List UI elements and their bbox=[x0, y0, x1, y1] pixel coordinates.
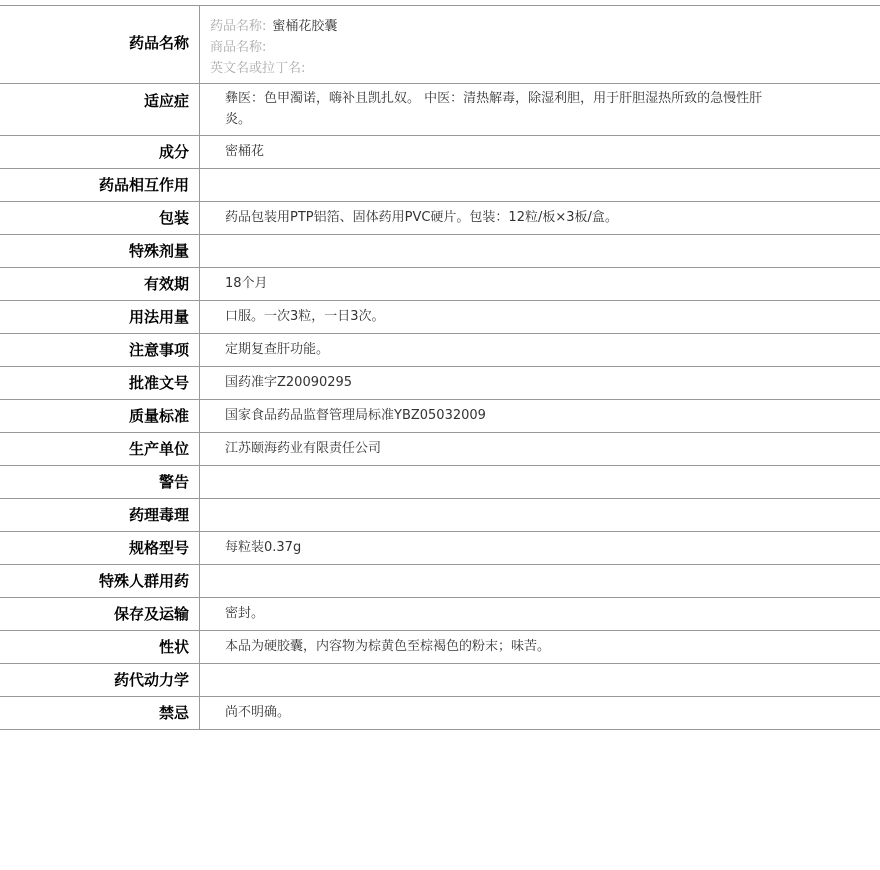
row-specification bbox=[0, 532, 880, 565]
row-label: 特殊人群用药 bbox=[0, 565, 200, 597]
row-value bbox=[200, 169, 880, 201]
row-dosage bbox=[0, 301, 880, 334]
row-ingredients bbox=[0, 136, 880, 169]
row-value: 药品包装用PTP铝箔、固体药用PVC硬片。包装：12粒/板×3板/盒。 bbox=[225, 210, 618, 225]
row-description bbox=[0, 631, 880, 664]
row-label: 警告 bbox=[0, 466, 200, 498]
row-contraindications bbox=[0, 697, 880, 730]
row-value: 每粒装0.37g bbox=[225, 540, 302, 555]
row-value: 彝医：色甲濁诺，嗨补且凯扎奴。 中医：清热解毒，除湿利胆，用于肝胆湿热所致的急慢性肝炎。 bbox=[225, 91, 763, 127]
row-value bbox=[200, 466, 880, 498]
english-name-label: 英文名或拉丁名: bbox=[210, 61, 306, 76]
row-label: 药品相互作用 bbox=[0, 169, 200, 201]
row-value: 密桶花 bbox=[225, 144, 265, 159]
row-approval-number bbox=[0, 367, 880, 400]
row-label: 保存及运输 bbox=[0, 598, 200, 630]
row-label: 用法用量 bbox=[0, 301, 200, 333]
row-label: 药理毒理 bbox=[0, 499, 200, 531]
row-precautions bbox=[0, 334, 880, 367]
row-special-dosage bbox=[0, 235, 880, 268]
row-value: 本品为硬胶囊，内容物为棕黄色至棕褐色的粉末；味苦。 bbox=[225, 639, 551, 654]
row-value: 国药准字Z20090295 bbox=[225, 375, 353, 390]
row-value: 尚不明确。 bbox=[225, 705, 291, 720]
row-value: 江苏颐海药业有限责任公司 bbox=[225, 441, 382, 456]
row-special-populations bbox=[0, 565, 880, 598]
row-value: 定期复查肝功能。 bbox=[225, 342, 330, 357]
row-label: 药代动力学 bbox=[0, 664, 200, 696]
row-label: 禁忌 bbox=[0, 697, 200, 729]
row-shelf-life bbox=[0, 268, 880, 301]
trade-name-label: 商品名称: bbox=[210, 40, 267, 55]
row-value bbox=[200, 664, 880, 696]
row-label: 批准文号 bbox=[0, 367, 200, 399]
row-value bbox=[200, 565, 880, 597]
generic-name-label: 药品名称: bbox=[210, 19, 267, 34]
row-label: 成分 bbox=[0, 136, 200, 168]
row-quality-standard bbox=[0, 400, 880, 433]
row-value: 18个月 bbox=[225, 276, 268, 291]
row-label: 性状 bbox=[0, 631, 200, 663]
drug-name-details bbox=[200, 6, 880, 83]
row-indications bbox=[0, 84, 880, 136]
row-interactions bbox=[0, 169, 880, 202]
drug-info-table bbox=[0, 5, 880, 730]
row-value: 密封。 bbox=[225, 606, 265, 621]
trade-name-line bbox=[210, 37, 780, 58]
generic-name-line bbox=[210, 16, 780, 37]
row-label: 药品名称 bbox=[0, 6, 200, 83]
row-label: 注意事项 bbox=[0, 334, 200, 366]
row-value bbox=[200, 499, 880, 531]
row-storage bbox=[0, 598, 880, 631]
row-label: 有效期 bbox=[0, 268, 200, 300]
row-value: 国家食品药品监督管理局标准YBZ05032009 bbox=[225, 408, 486, 423]
row-value: 口服。一次3粒，一日3次。 bbox=[225, 309, 385, 324]
row-label: 质量标准 bbox=[0, 400, 200, 432]
row-label: 规格型号 bbox=[0, 532, 200, 564]
row-warning bbox=[0, 466, 880, 499]
row-value bbox=[200, 235, 880, 267]
row-packaging bbox=[0, 202, 880, 235]
row-pharmacology bbox=[0, 499, 880, 532]
row-pharmacokinetics bbox=[0, 664, 880, 697]
row-label: 生产单位 bbox=[0, 433, 200, 465]
row-label: 特殊剂量 bbox=[0, 235, 200, 267]
row-label: 适应症 bbox=[0, 84, 200, 135]
generic-name-value: 蜜桶花胶囊 bbox=[272, 19, 338, 34]
row-manufacturer bbox=[0, 433, 880, 466]
row-drug-name bbox=[0, 6, 880, 84]
row-label: 包装 bbox=[0, 202, 200, 234]
english-name-line bbox=[210, 58, 780, 79]
